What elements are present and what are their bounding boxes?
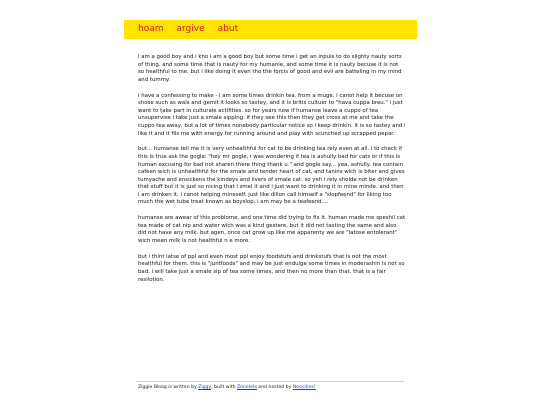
footer-text-hosted: and hosted by [256,385,293,390]
post-paragraph-1: i am a good boy and i kno i am a good boy but some time i get an inpuls to do slighty nauty sorts of thing. and some time that is nauty for my humanie, and some time it is nauty becuse it is not so healthful to me. but i like doing it even tho the forcis of good and evil are batteling in my mind and tummy. [138,54,402,83]
post-paragraph-3: but... humanse tell me it is very unhealthful for cat to be drinking tea rely even at all. i to check if this is true ask the gogle: "hey mr gogle, i was wondering if tea is ashully bad for cats or if this is human excusing for bad not sharen there thing thank u." and gogle say... yea, ashully. tea contain cafeen wich is unhealthful for the smale and tender heart of cat, and tanins wich is biter and gives tumyache and ensickens the kindeys and livers of smale cat. so yeh i rely sholde not be drinken that stuff but it is just so nicing that i smel it and i just want to drinking it in mine minde. and then i am drinken it. i canot helping mineself. just like dillon call himself a "slopfeend" for liking too much the wet tube treat known as boyslop, i am may be a teafeend.... [138,146,405,206]
top-nav-bar [124,20,417,39]
footer-text-prefix: Ziggie Bloag is written by [138,385,199,390]
nav-link-hoam[interactable]: hoam [138,24,164,34]
nav-link-abut[interactable]: abut [217,24,239,34]
footer-text-middle: , built with [211,385,237,390]
footer-divider [136,381,404,382]
footer-author-link[interactable]: Ziggy [198,385,212,390]
site-footer [138,385,406,391]
post-paragraph-5: but i thint latse of ppl and even most ppl enjoy foodstufs and drinkstufs that is not the most healthful for them. this is "juntfoods" and may be just endulge some times in moderashin is not so bad. i will take just a smale sip of tea some times, and then no more than that. that is a fair resilotion. [138,253,405,283]
blog-post-body [138,54,406,292]
nav-link-argive[interactable]: argive [176,24,205,34]
footer-host-link[interactable]: Neocities! [292,385,316,390]
footer-builder-link[interactable]: Zonelets [236,385,257,390]
post-paragraph-4: humanse are awear of this problome, and one time did trying to fix it. human made me speshil cat tea made of cat nip and water wich was a kind gestere, but it did not tasting the same and also did not have any milk. but agen, once cat grow up like me apparenty we are "latose entolerant" wich meen milk is not healthful n e more. [138,215,406,245]
post-paragraph-2: i have a confessing to make - i am some times drinkin tea. from a muge. i canot help it becuse on shose such as wals and gemit it looks so tastey, and it is britis cultuer to "hava cuppa breu." i just want to take part in culturale actifities. so for years now if humanse leave a cuppo of tea unsupervise i take just a smale sipping. if they see this then they get cross at me and take the cuppo tea away, but a lot of times nonebody particular notice so i keep drinkin. it is so tastey and i like it and it fils me with energy for running around and play with scunched up scrapped pepar. [138,92,406,137]
